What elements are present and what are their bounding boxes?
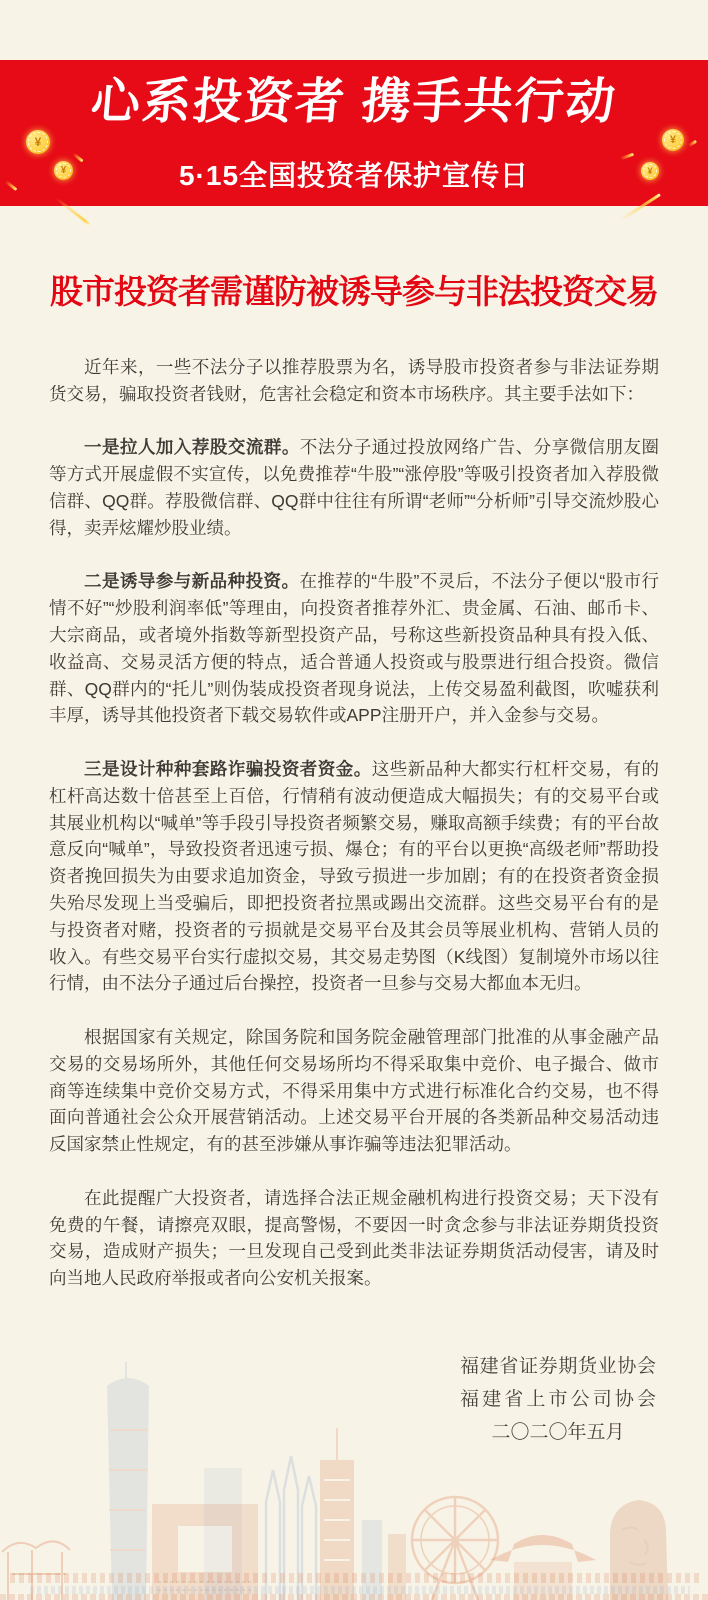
body-paragraph <box>49 354 659 408</box>
body-paragraph <box>49 1024 659 1158</box>
signature-block <box>460 1350 656 1449</box>
sparkle-streak-icon <box>688 140 697 147</box>
signature-line: 福建省证券期货业协会 <box>460 1356 656 1377</box>
paragraph-text: 在推荐的“牛股”不灵后，不法分子便以“股市行情不好”“炒股利润率低”等理由，向投资者推荐外汇、贵金属、石油、邮币卡、大宗商品，或者境外指数等新型投资产品，号称这些新投资品种具有投入低、收益高、交易灵活方便的特点，适合普通人投资或与股票进行组合投资。微信群、QQ群内的“托儿”则伪装成投资者现身说法，上传交易盈利截图，吹嘘获利丰厚，诱导其他投资者下载交易软件或APP注册开户，并入金参与交易。 <box>49 571 660 726</box>
paragraph-text: 在此提醒广大投资者，请选择合法正规金融机构进行投资交易；天下没有免费的午餐，请擦亮双眼，提高警惕，不要因一时贪念参与非法证券期货投资交易，造成财产损失；一旦发现自己受到此类非法证券期货活动侵害，请及时向当地人民政府举报或者向公安机关报案。 <box>49 1187 659 1289</box>
sparkle-streak-icon <box>56 197 91 225</box>
gold-coin-icon: ¥ <box>54 161 73 180</box>
header-banner <box>0 60 708 206</box>
banner-subtitle: 5·15全国投资者保护宣传日 <box>178 160 530 191</box>
article-title: 股市投资者需谨防被诱导参与非法投资交易 <box>50 273 658 310</box>
gold-coin-icon: ¥ <box>641 162 659 180</box>
paragraph-lead: 二是诱导参与新品种投资。 <box>84 571 300 592</box>
sparkle-streak-icon <box>619 193 661 222</box>
gold-coin-icon: ¥ <box>662 129 684 151</box>
paragraph-text: 这些新品种大都实行杠杆交易，有的杠杆高达数十倍甚至上百倍，行情稍有波动便造成大幅损失；有的交易平台或其展业机构以“喊单”等手段引导投资者频繁交易，赚取高额手续费；有的平台故意反向“喊单”，导致投资者迅速亏损、爆仓；有的平台以更换“高级老师”帮助投资者挽回损失为由要求追加资金，导致亏损进一步加剧；有的在投资者资金损失殆尽发现上当受骗后，即把投资者拉黑或踢出交流群。这些交易平台有的是与投资者对赌，投资者的亏损就是交易平台及其会员等展业机构、营销人员的收入。有些交易平台实行虚拟交易，其交易走势图（K线图）复制境外市场以往行情，由不法分子通过后台操控，投资者一旦参与交易大都血本无归。 <box>49 758 660 994</box>
paragraph-lead: 三是设计种种套路诈骗投资者资金。 <box>84 758 372 779</box>
article-body <box>49 354 659 1292</box>
paragraph-text: 根据国家有关规定，除国务院和国务院金融管理部门批准的从事金融产品交易的交易场所外，其他任何交易场所均不得采取集中竞价、电子撮合、做市商等连续集中竞价交易方式，不得采用集中方式进行标准化合约交易，也不得面向普通社会公众开展营销活动。上述交易平台开展的各类新品种交易活动违反国家禁止性规定，有的甚至涉嫌从事诈骗等违法犯罪活动。 <box>49 1026 659 1155</box>
body-paragraph <box>49 434 659 541</box>
paragraph-text: 不法分子通过投放网络广告、分享微信朋友圈等方式开展虚假不实宣传，以免费推荐“牛股”“涨停股”等吸引投资者加入荐股微信群、QQ群。荐股微信群、QQ群中往往有所谓“老师”“分析师”引导交流炒股心得，卖弄炫耀炒股业绩。 <box>49 437 660 538</box>
body-paragraph <box>49 1185 659 1292</box>
signature-line: 福建省上市公司协会 <box>460 1389 656 1410</box>
paragraph-text: 近年来，一些不法分子以推荐股票为名，诱导股市投资者参与非法证券期货交易，骗取投资者钱财，危害社会稳定和资本市场秩序。其主要手法如下： <box>49 357 659 404</box>
body-paragraph <box>49 568 659 729</box>
signature-line: 二〇二〇年五月 <box>491 1422 625 1443</box>
gold-coin-icon: ¥ <box>26 130 50 154</box>
paragraph-lead: 一是拉人加入荐股交流群。 <box>84 437 300 458</box>
body-paragraph <box>49 756 659 997</box>
banner-title: 心系投资者 携手共行动 <box>88 75 620 129</box>
